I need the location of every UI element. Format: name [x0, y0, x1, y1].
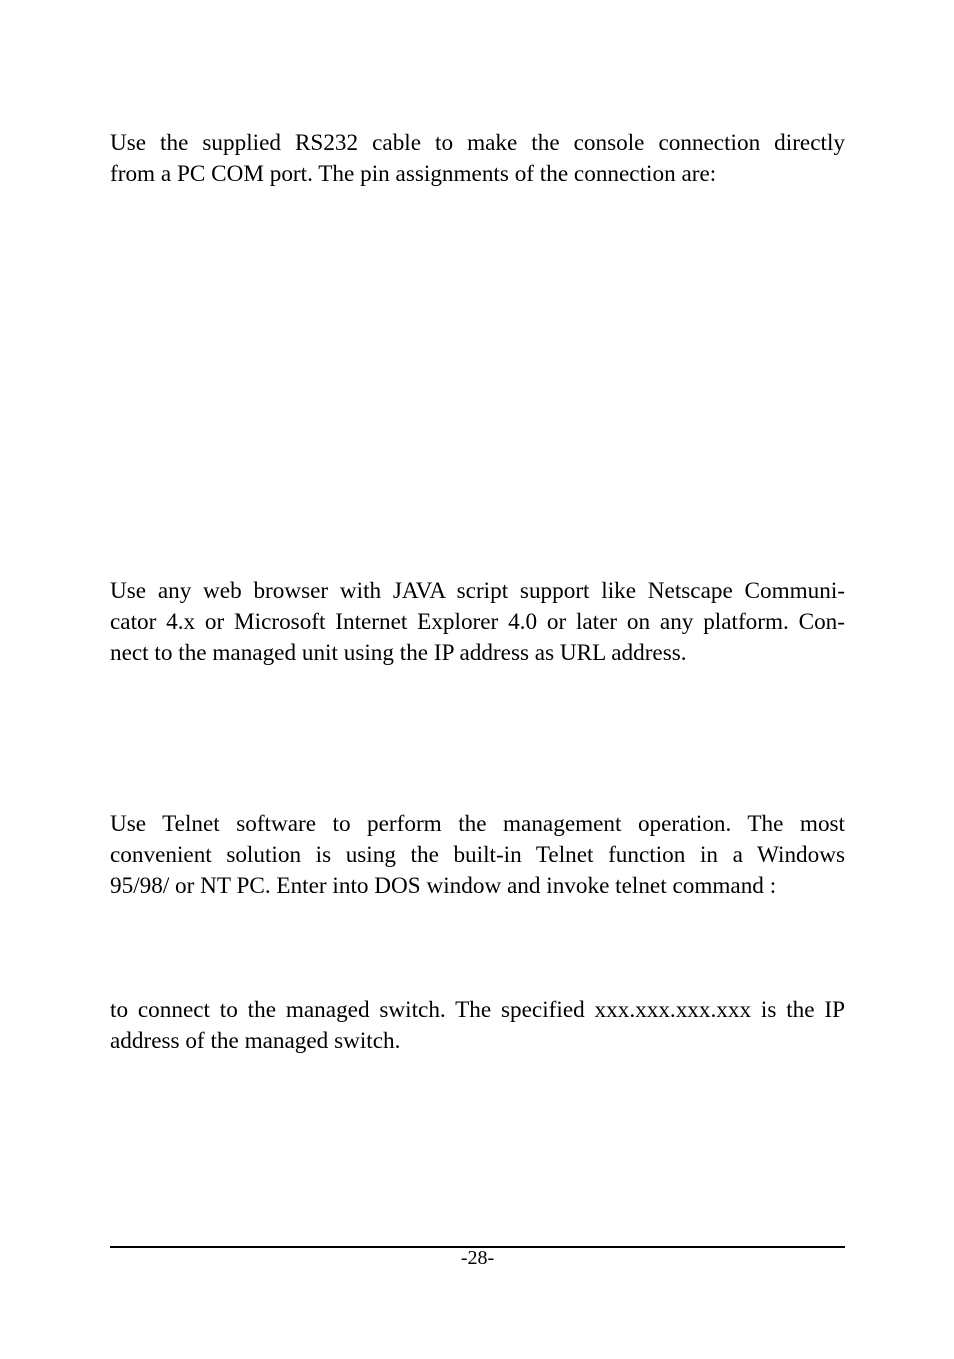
- text-line: Use Telnet software to perform the management operation. The most: [110, 811, 845, 837]
- console-connection-paragraph: [110, 128, 845, 190]
- text-line: Use any web browser with JAVA script support like Netscape Communi-: [110, 578, 845, 604]
- text-line: convenient solution is using the built-in Telnet function in a Windows: [110, 842, 845, 868]
- text-line: to connect to the managed switch. The specified xxx.xxx.xxx.xxx is the IP: [110, 997, 845, 1023]
- telnet-paragraph: [110, 809, 845, 902]
- telnet-connect-paragraph: [110, 995, 845, 1057]
- text-line: cator 4.x or Microsoft Internet Explorer 4.0 or later on any platform. Con-: [110, 609, 845, 635]
- text-line: address of the managed switch.: [110, 1028, 401, 1054]
- text-line: Use the supplied RS232 cable to make the console connection directly: [110, 130, 845, 156]
- web-browser-paragraph: [110, 576, 845, 669]
- page-number: -28-: [460, 1247, 495, 1269]
- text-line: nect to the managed unit using the IP address as URL address.: [110, 640, 687, 666]
- text-line: 95/98/ or NT PC. Enter into DOS window and invoke telnet command :: [110, 873, 777, 899]
- text-line: from a PC COM port. The pin assignments of the connection are:: [110, 161, 717, 187]
